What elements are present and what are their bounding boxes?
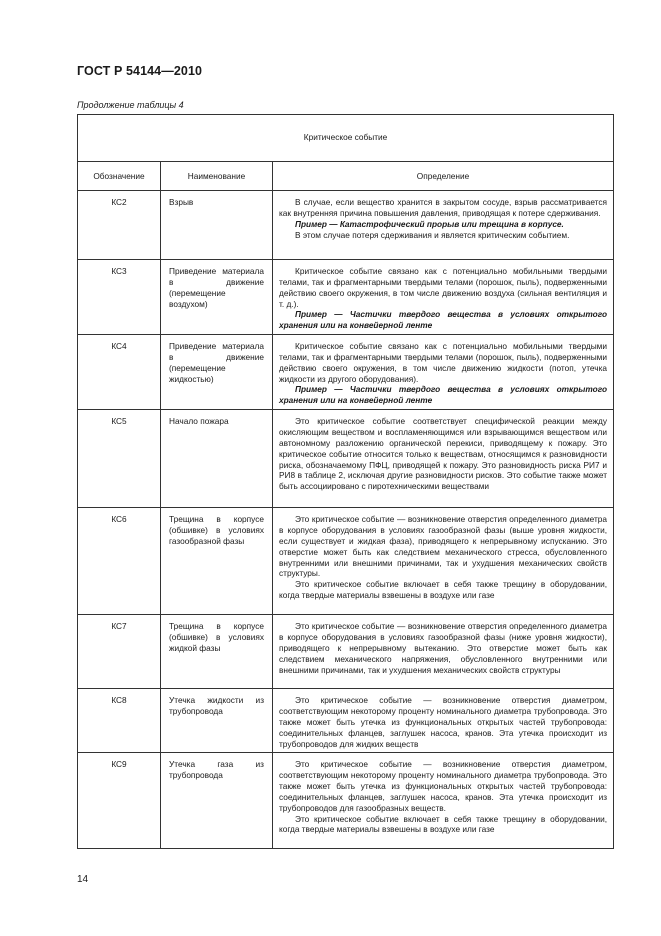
definition-example: Пример — Катастрофический прорыв или трещина в корпусе. (295, 218, 564, 229)
definition-paragraph: Это критическое событие — возникновение отверстия определенного диаметра в корпусе оборудования в условиях газообразной фазы (выше уровня жидкости, если существует и жидкая фаза), приводящего к непрерывному испусканию. Это отверстие может быть как следствием механического стресса, обусловленного внутренними или внешними причинами, так и ухудшения механических свойств структуры. (279, 514, 608, 579)
definition-paragraph: Это критическое событие включает в себя также трещину в оборудовании, когда твердые материалы взвешены в воздухе или газе (279, 579, 608, 601)
row-code: КС9 (78, 753, 161, 849)
table-row (78, 753, 614, 849)
definition-paragraph: Это критическое событие включает в себя также трещину в оборудовании, когда твердые материалы взвешены в воздухе или газе (279, 813, 608, 835)
row-code: КС6 (78, 508, 161, 615)
definition-paragraph: Это критическое событие — возникновение отверстия определенного диаметра в корпусе оборудования в условиях газообразной фазы (ниже уровня жидкости), приводящего к непрерывному вытеканию. Это отверстие может быть как следствием механического напряжения, обусловленного внутренними или внешними причинами, так и ухудшения механических свойств структуры (279, 621, 608, 675)
table-caption: Продолжение таблицы 4 (77, 100, 184, 110)
row-name: Приведение материала в движение (перемещение жидкостью) (161, 335, 273, 410)
row-definition (273, 615, 614, 689)
document-title: ГОСТ Р 54144—2010 (77, 64, 203, 78)
row-definition (273, 508, 614, 615)
column-header-name: Наименование (161, 162, 273, 191)
table-row (78, 508, 614, 615)
table-row (78, 615, 614, 689)
table-row (78, 410, 614, 508)
row-name: Трещина в корпусе (обшивке) в условиях жидкой фазы (161, 615, 273, 689)
row-name: Приведение материала в движение (перемещение воздухом) (161, 260, 273, 335)
table-super-header: Критическое событие (78, 115, 614, 162)
row-code: КС7 (78, 615, 161, 689)
definition-paragraph: В случае, если вещество хранится в закрытом сосуде, взрыв рассматривается как внутренняя причина повышения давления, приводящая к потере сдерживания. (279, 197, 608, 218)
row-definition (273, 410, 614, 508)
definition-example: Пример — Частички твердого вещества в условиях открытого хранения или на конвейерной ленте (279, 384, 608, 406)
definition-paragraph: Критическое событие связано как с потенциально мобильными твердыми телами, так и фрагментарными твердыми телами (порошок, пыль), подверженными действию своего окружения, в том числе движению воздуха (сильная вентиляция и т. д.). (279, 266, 608, 309)
row-code: КС4 (78, 335, 161, 410)
row-definition (273, 753, 614, 849)
table-row (78, 191, 614, 260)
table-row (78, 689, 614, 753)
row-name: Начало пожара (161, 410, 273, 508)
row-code: КС3 (78, 260, 161, 335)
row-code: КС2 (78, 191, 161, 260)
definition-paragraph: Это критическое событие — возникновение отверстия диаметром, соответствующим некоторому проценту номинального диаметра трубопровода. Это также может быть утечка из функциональных открытых частей трубопровода: соединительных фланцев, заглушек насоса, кранов. Эта утечка происходит из трубопроводов для жидких веществ (279, 695, 608, 749)
table-row (78, 260, 614, 335)
definition-paragraph: Это критическое событие соответствует специфической реакции между окисляющим веществом и воспламеняющимся или взрывающимся веществом или автономному разложению органической перекиси, приводящему к пожару. Это критическое событие относится только к веществам, относящимся к разновидности риска, обозначаемому ПФЦ, приводящей к пожару. Это разновидность риска РИ7 и РИ8 в таблице 2, исключая другие разновидности рисков. Это событие также может быть ассоциировано с пиротехническими веществами (279, 416, 608, 492)
row-definition (273, 191, 614, 260)
row-name: Взрыв (161, 191, 273, 260)
definition-paragraph: Критическое событие связано как с потенциально мобильными твердыми телами, так и фрагментарными твердыми телами (порошок, пыль), подверженными действию своего окружения, в том числе движению жидкости (потоп, утечка жидкости из другого оборудования). (279, 341, 608, 384)
column-header-code: Обозначение (78, 162, 161, 191)
column-header-definition: Определение (273, 162, 614, 191)
definition-paragraph: Это критическое событие — возникновение отверстия диаметром, соответствующим некоторому проценту номинального диаметра трубопровода. Это также может быть утечка из функциональных открытых частей трубопровода: соединительных фланцев, заглушек насоса, кранов. Эта утечка происходит из трубопроводов для газообразных веществ. (279, 759, 608, 813)
critical-events-table (77, 114, 614, 849)
row-name: Трещина в корпусе (обшивке) в условиях газообразной фазы (161, 508, 273, 615)
row-name: Утечка жидкости из трубопровода (161, 689, 273, 753)
definition-paragraph: В этом случае потеря сдерживания и является критическим событием. (295, 229, 570, 240)
table-row (78, 335, 614, 410)
row-code: КС5 (78, 410, 161, 508)
page-number: 14 (77, 874, 89, 885)
definition-example: Пример — Частички твердого вещества в условиях открытого хранения или на конвейерной ленте (279, 309, 608, 331)
row-definition (273, 335, 614, 410)
row-definition (273, 689, 614, 753)
row-code: КС8 (78, 689, 161, 753)
row-definition (273, 260, 614, 335)
row-name: Утечка газа из трубопровода (161, 753, 273, 849)
